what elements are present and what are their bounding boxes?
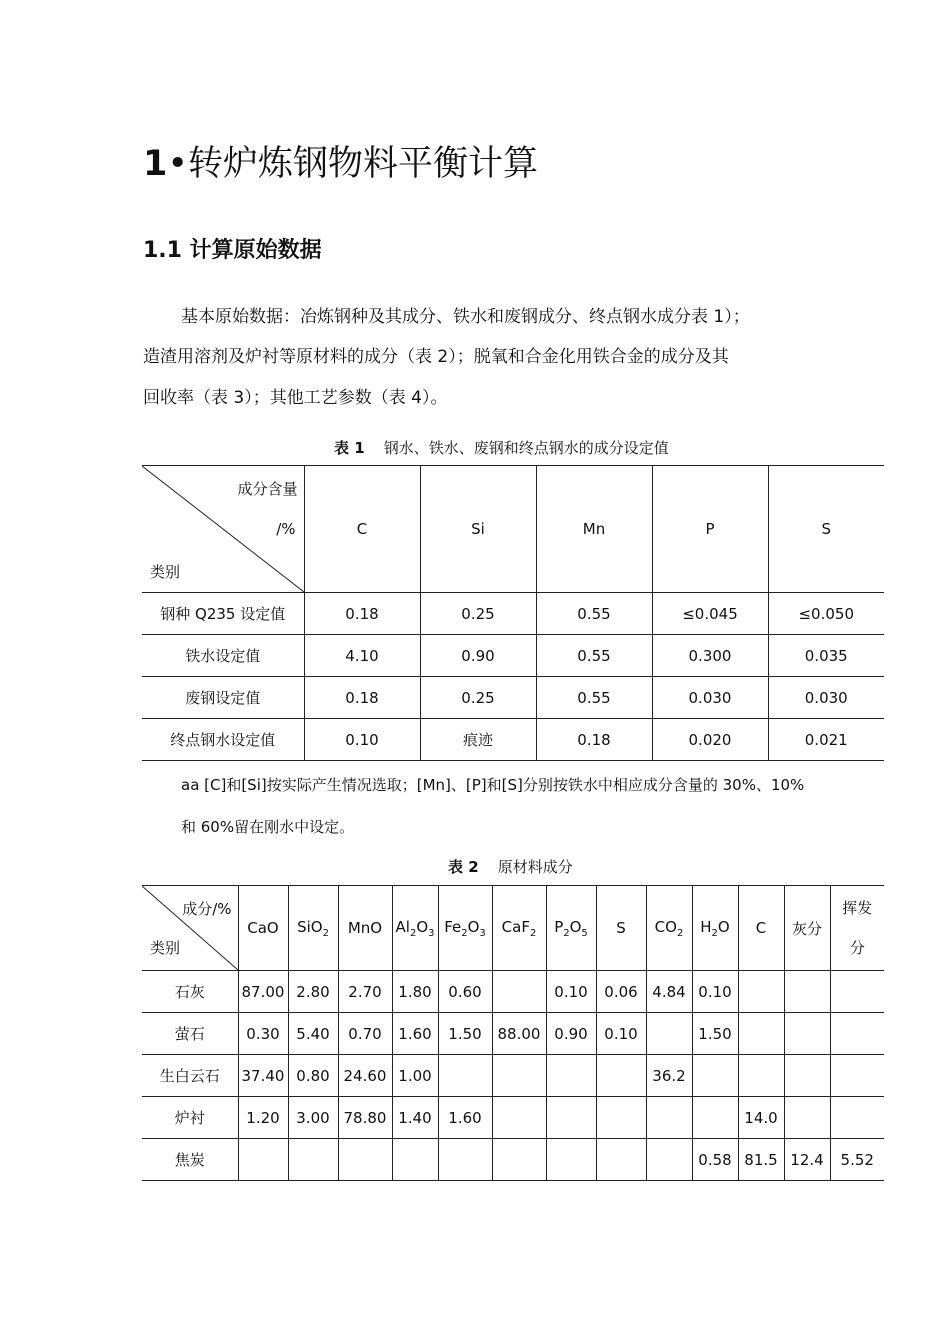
table2-cell: 81.5 xyxy=(738,1139,784,1181)
table2-cell xyxy=(692,1097,738,1139)
table2-cell xyxy=(784,1013,830,1055)
table2-cell xyxy=(738,1013,784,1055)
title-number: 1 xyxy=(143,144,168,184)
table1-header-row xyxy=(142,466,884,593)
table2-col-header-sub: 2 xyxy=(461,927,468,939)
table2-cell xyxy=(784,1055,830,1097)
table2-cell xyxy=(596,1097,646,1139)
table1-cell: 0.55 xyxy=(536,635,652,677)
table2-cell xyxy=(830,1097,884,1139)
table1-row-label: 铁水设定值 xyxy=(142,635,304,677)
table2-cell: 0.30 xyxy=(238,1013,288,1055)
table1-corner-bottom: 类别 xyxy=(150,563,181,581)
table2-cell: 1.00 xyxy=(392,1055,438,1097)
table2-col-header xyxy=(692,886,738,971)
table2-row xyxy=(142,1013,884,1055)
table2-cell: 3.00 xyxy=(288,1097,338,1139)
table1-col-header: P xyxy=(652,466,768,593)
table2-col-header-base: Al xyxy=(395,917,410,936)
table2-cell: 0.90 xyxy=(546,1013,596,1055)
table1-cell: 痕迹 xyxy=(420,719,536,761)
table2-cell xyxy=(784,1097,830,1139)
table2-cell xyxy=(238,1139,288,1181)
table2-col-header xyxy=(596,886,646,971)
table2-col-header-sub: 2 xyxy=(563,927,570,939)
table2-cell xyxy=(492,1097,546,1139)
table2-cell: 0.80 xyxy=(288,1055,338,1097)
paragraph-line-2: 造渣用溶剂及炉衬等原材料的成分（表 2）；脱氧和合金化用铁合金的成分及其 xyxy=(143,347,729,367)
table2-corner-top: 成分/% xyxy=(182,900,232,918)
table2-col-header-sub: 5 xyxy=(581,927,588,939)
table2-cell xyxy=(438,1055,492,1097)
section-heading xyxy=(143,233,322,264)
table2-cell xyxy=(546,1097,596,1139)
table2-col-header-base: 挥发分 xyxy=(842,898,873,957)
section-number: 1.1 xyxy=(143,238,182,263)
table1-cell: 0.25 xyxy=(420,677,536,719)
table2-col-header-base: C xyxy=(755,919,767,937)
table2-col-header xyxy=(646,886,692,971)
table2-cell xyxy=(738,1055,784,1097)
table2-col-header-base: Fe xyxy=(444,917,462,936)
table2-caption-prefix: 表 2 xyxy=(448,858,479,876)
table2-cell: 2.80 xyxy=(288,971,338,1013)
table2-cell xyxy=(646,1139,692,1181)
table2-cell: 1.40 xyxy=(392,1097,438,1139)
table2-cell: 5.40 xyxy=(288,1013,338,1055)
table2-row-label: 石灰 xyxy=(142,971,238,1013)
table2-col-header xyxy=(784,886,830,971)
table2-col-header xyxy=(546,886,596,971)
table1-cell: 0.020 xyxy=(652,719,768,761)
table1-cell: 0.18 xyxy=(536,719,652,761)
table1-corner-unit: /% xyxy=(276,520,296,538)
table2-col-header-base: CaF xyxy=(501,917,530,936)
table2-cell xyxy=(596,1055,646,1097)
title-bullet: • xyxy=(167,144,189,184)
table2-col-header xyxy=(438,886,492,971)
table2-col-header-base: H xyxy=(700,917,712,936)
table1-cell: 0.55 xyxy=(536,593,652,635)
table2-cell: 88.00 xyxy=(492,1013,546,1055)
table2-row-label: 炉衬 xyxy=(142,1097,238,1139)
table2-col-header-mid: O xyxy=(717,917,730,936)
table2-cell: 1.80 xyxy=(392,971,438,1013)
table1-cell: 0.18 xyxy=(304,593,420,635)
table1-cell: 0.90 xyxy=(420,635,536,677)
section-text: 计算原始数据 xyxy=(189,238,322,263)
table1-row-label: 钢种 Q235 设定值 xyxy=(142,593,304,635)
table2-cell: 0.70 xyxy=(338,1013,392,1055)
table1-note-line-2: 和 60%留在刚水中设定。 xyxy=(181,818,355,836)
table1-cell: 0.10 xyxy=(304,719,420,761)
table2-cell xyxy=(492,971,546,1013)
table2-cell xyxy=(546,1055,596,1097)
table2-col-header xyxy=(238,886,288,971)
table2-col-header-sub: 2 xyxy=(529,927,537,939)
table2-col-header-sub: 3 xyxy=(479,927,486,939)
table1-cell: 4.10 xyxy=(304,635,420,677)
table1-note-line-1: aa [C]和[Si]按实际产生情况选取；[Mn]、[P]和[S]分别按铁水中相应成分含量的 30%、10% xyxy=(181,776,805,794)
table2-cell: 78.80 xyxy=(338,1097,392,1139)
table1-col-header: C xyxy=(304,466,420,593)
table2-col-header-base: CO xyxy=(654,917,677,936)
table2-cell: 0.10 xyxy=(692,971,738,1013)
table2-col-header xyxy=(338,886,392,971)
table2-col-header-mid: O xyxy=(416,917,429,936)
table2-header-row xyxy=(142,886,884,971)
table1-cell: 0.18 xyxy=(304,677,420,719)
table2-cell: 5.52 xyxy=(830,1139,884,1181)
table2-row-label: 萤石 xyxy=(142,1013,238,1055)
table2-row-label: 生白云石 xyxy=(142,1055,238,1097)
table2-row xyxy=(142,1097,884,1139)
table2-corner-cell xyxy=(142,886,238,971)
table2-col-header-mid: O xyxy=(569,917,582,936)
table2-cell xyxy=(492,1139,546,1181)
table2-row-label: 焦炭 xyxy=(142,1139,238,1181)
table2-col-header xyxy=(288,886,338,971)
table2-corner-bottom: 类别 xyxy=(150,939,181,957)
table2-col-header-sub: 2 xyxy=(322,927,329,939)
table2-cell xyxy=(596,1139,646,1181)
table2-cell: 4.84 xyxy=(646,971,692,1013)
table1-caption xyxy=(334,437,669,458)
table1-col-header: Mn xyxy=(536,466,652,593)
table2-col-header xyxy=(738,886,784,971)
table1-caption-prefix: 表 1 xyxy=(334,439,365,457)
table2-cell: 0.10 xyxy=(596,1013,646,1055)
table1-row xyxy=(142,635,884,677)
table2-cell: 0.06 xyxy=(596,971,646,1013)
table2-cell xyxy=(830,1055,884,1097)
table2-cell xyxy=(546,1139,596,1181)
table1-cell: ≤0.050 xyxy=(768,593,884,635)
table2-col-header-sub: 2 xyxy=(676,927,684,939)
table2-cell xyxy=(692,1055,738,1097)
table2-col-header xyxy=(492,886,546,971)
table2-cell: 1.20 xyxy=(238,1097,288,1139)
table2-cell: 14.0 xyxy=(738,1097,784,1139)
table1-corner-cell xyxy=(142,466,304,593)
table1-row xyxy=(142,719,884,761)
table2-cell xyxy=(784,971,830,1013)
table1-cell: 0.55 xyxy=(536,677,652,719)
table2-cell xyxy=(646,1097,692,1139)
table1-row xyxy=(142,677,884,719)
table2-col-header xyxy=(830,886,884,971)
table2-col-header-base: S xyxy=(616,919,626,937)
table2-col-header-sub: 2 xyxy=(711,927,718,939)
paragraph-line-3: 回收率（表 3）；其他工艺参数（表 4）。 xyxy=(143,388,448,408)
table2-cell: 36.2 xyxy=(646,1055,692,1097)
table2-cell: 12.4 xyxy=(784,1139,830,1181)
page-title xyxy=(143,136,538,186)
table2-cell: 0.10 xyxy=(546,971,596,1013)
table2-col-header-sub: 2 xyxy=(409,927,417,939)
table1-cell: 0.300 xyxy=(652,635,768,677)
table2-cell: 0.60 xyxy=(438,971,492,1013)
table1-row-label: 终点钢水设定值 xyxy=(142,719,304,761)
table2-caption-text: 原材料成分 xyxy=(497,858,573,876)
table1-col-header: S xyxy=(768,466,884,593)
table2-cell xyxy=(288,1139,338,1181)
title-text: 转炉炼钢物料平衡计算 xyxy=(188,144,539,184)
table2-cell: 24.60 xyxy=(338,1055,392,1097)
table1-cell: 0.25 xyxy=(420,593,536,635)
table1-row-label: 废钢设定值 xyxy=(142,677,304,719)
table1-cell: ≤0.045 xyxy=(652,593,768,635)
table2-cell xyxy=(338,1139,392,1181)
table1-corner-top: 成分含量 xyxy=(237,480,298,498)
table2-cell: 2.70 xyxy=(338,971,392,1013)
table2-row xyxy=(142,1139,884,1181)
paragraph-line-1: 基本原始数据：冶炼钢种及其成分、铁水和废钢成分、终点钢水成分表 1）； xyxy=(181,307,750,327)
table2-cell xyxy=(438,1139,492,1181)
table2-cell xyxy=(392,1139,438,1181)
table2-col-header-base: CaO xyxy=(247,919,279,937)
table2-cell: 1.60 xyxy=(438,1097,492,1139)
table2-cell: 1.60 xyxy=(392,1013,438,1055)
table2-row xyxy=(142,1055,884,1097)
table2-col-header-base: 灰分 xyxy=(791,919,822,938)
table2-cell xyxy=(738,971,784,1013)
table2-col-header-mid: O xyxy=(467,917,480,936)
table1-caption-text: 钢水、铁水、废钢和终点钢水的成分设定值 xyxy=(383,439,669,457)
table2-caption xyxy=(448,856,573,877)
table2-col-header-base: SiO xyxy=(297,917,323,936)
table2-cell: 1.50 xyxy=(692,1013,738,1055)
table2-col-header xyxy=(392,886,438,971)
table1-cell: 0.030 xyxy=(652,677,768,719)
table2-cell xyxy=(492,1055,546,1097)
table2-col-header-sub: 3 xyxy=(428,927,435,939)
table1-row xyxy=(142,593,884,635)
table2-cell: 87.00 xyxy=(238,971,288,1013)
table2-row xyxy=(142,971,884,1013)
table2-cell xyxy=(830,1013,884,1055)
table2-cell xyxy=(830,971,884,1013)
table2-cell xyxy=(646,1013,692,1055)
table2-col-header-base: P xyxy=(554,917,564,936)
table1-cell: 0.030 xyxy=(768,677,884,719)
table2-cell: 1.50 xyxy=(438,1013,492,1055)
table1-col-header: Si xyxy=(420,466,536,593)
table1 xyxy=(142,465,884,761)
table2-cell: 37.40 xyxy=(238,1055,288,1097)
table1-cell: 0.021 xyxy=(768,719,884,761)
table2-cell: 0.58 xyxy=(692,1139,738,1181)
table2 xyxy=(142,885,884,1181)
table2-col-header-base: MnO xyxy=(347,919,383,937)
table1-cell: 0.035 xyxy=(768,635,884,677)
